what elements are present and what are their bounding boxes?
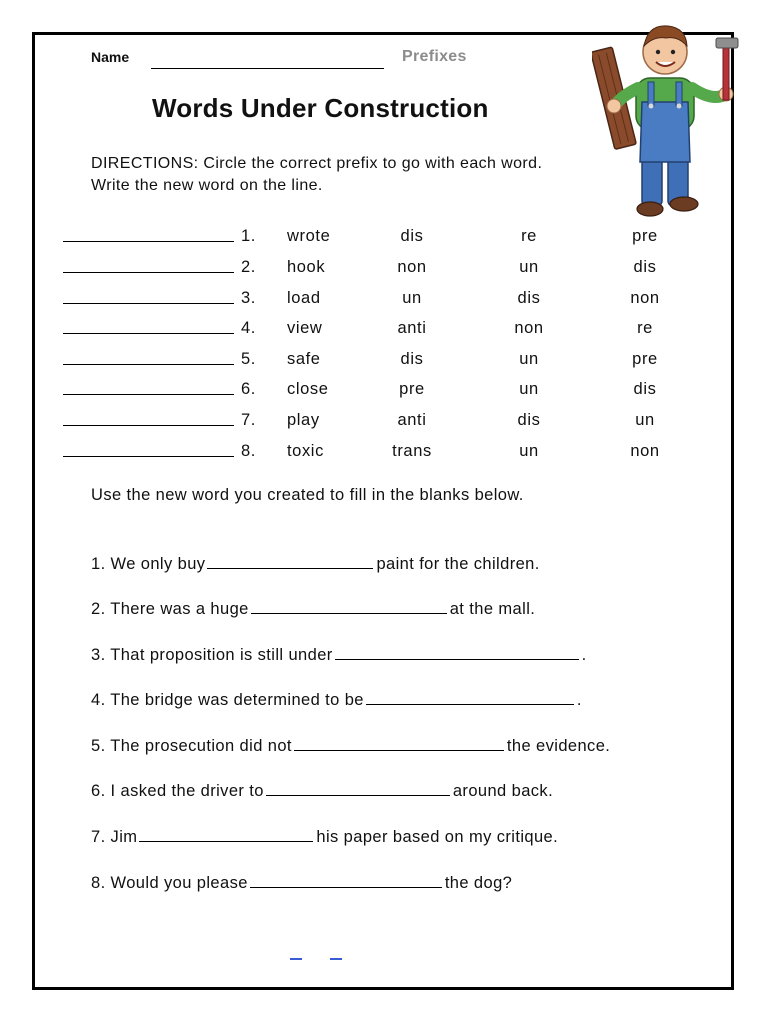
sentence-blank[interactable] <box>139 827 313 842</box>
sentence-item <box>91 645 587 665</box>
sentence-after: . <box>581 646 587 664</box>
base-word: wrote <box>287 227 331 245</box>
sentence-item <box>91 690 582 710</box>
row-number: 8. <box>241 442 256 460</box>
prefix-row <box>0 380 768 404</box>
prefix-option[interactable]: dis <box>633 380 657 398</box>
base-word: view <box>287 319 323 337</box>
row-number: 1. <box>241 227 256 245</box>
prefix-option[interactable]: re <box>637 319 653 337</box>
sentence-before: 1. We only buy <box>91 555 206 573</box>
sentence-before: 6. I asked the driver to <box>91 782 264 800</box>
prefix-option[interactable]: dis <box>400 350 424 368</box>
sentence-blank[interactable] <box>266 781 450 796</box>
sentence-before: 3. That proposition is still under <box>91 646 333 664</box>
prefix-option[interactable]: un <box>519 442 539 460</box>
sentence-blank[interactable] <box>366 690 574 705</box>
sentence-blank[interactable] <box>250 873 442 888</box>
footer-mark <box>290 958 342 961</box>
sentence-blank[interactable] <box>294 736 504 751</box>
prefix-row <box>0 350 768 374</box>
prefix-option[interactable]: non <box>397 258 427 276</box>
sentence-blank[interactable] <box>207 554 373 569</box>
prefix-option[interactable]: re <box>521 227 537 245</box>
prefix-row <box>0 411 768 435</box>
answer-line[interactable] <box>63 272 234 273</box>
prefix-option[interactable]: dis <box>633 258 657 276</box>
prefix-option[interactable]: dis <box>400 227 424 245</box>
sentence-after: at the mall. <box>449 600 536 618</box>
sentence-before: 4. The bridge was determined to be <box>91 691 364 709</box>
sentence-before: 7. Jim <box>91 828 138 846</box>
prefix-row <box>0 258 768 282</box>
row-number: 7. <box>241 411 256 429</box>
prefix-option[interactable]: non <box>514 319 544 337</box>
sentence-after: paint for the children. <box>376 555 540 573</box>
name-label: Name <box>91 49 130 65</box>
sentence-blank[interactable] <box>335 645 579 660</box>
name-line[interactable] <box>151 68 384 69</box>
prefix-option[interactable]: pre <box>632 227 658 245</box>
base-word: play <box>287 411 320 429</box>
answer-line[interactable] <box>63 333 234 334</box>
fill-in-instructions: Use the new word you created to fill in the blanks below. <box>91 486 524 504</box>
sentence-item <box>91 781 553 801</box>
sentence-after: his paper based on my critique. <box>316 828 559 846</box>
sentence-item <box>91 554 540 574</box>
base-word: hook <box>287 258 326 276</box>
answer-line[interactable] <box>63 241 234 242</box>
base-word: close <box>287 380 329 398</box>
prefix-option[interactable]: un <box>519 258 539 276</box>
sentence-after: the dog? <box>444 874 513 892</box>
sentence-item <box>91 827 558 847</box>
prefix-option[interactable]: non <box>630 442 660 460</box>
sentence-before: 5. The prosecution did not <box>91 737 292 755</box>
base-word: toxic <box>287 442 324 460</box>
prefix-option[interactable]: un <box>402 289 422 307</box>
prefix-row <box>0 319 768 343</box>
prefix-option[interactable]: anti <box>397 319 427 337</box>
answer-line[interactable] <box>63 364 234 365</box>
row-number: 2. <box>241 258 256 276</box>
directions <box>91 153 542 197</box>
sentence-item <box>91 736 610 756</box>
construction-worker-icon <box>592 16 742 226</box>
answer-line[interactable] <box>63 394 234 395</box>
prefix-option[interactable]: non <box>630 289 660 307</box>
prefix-option[interactable]: pre <box>399 380 425 398</box>
sentence-before: 8. Would you please <box>91 874 248 892</box>
topic-label: Prefixes <box>402 48 467 65</box>
prefix-option[interactable]: anti <box>397 411 427 429</box>
sentence-blank[interactable] <box>251 599 447 614</box>
sentence-before: 2. There was a huge <box>91 600 249 618</box>
page-title: Words Under Construction <box>152 93 489 123</box>
prefix-option[interactable]: dis <box>517 289 541 307</box>
directions-line-2: Write the new word on the line. <box>91 177 323 194</box>
prefix-option[interactable]: dis <box>517 411 541 429</box>
sentence-item <box>91 873 512 893</box>
prefix-option[interactable]: un <box>519 380 539 398</box>
prefix-row <box>0 289 768 313</box>
sentence-after: around back. <box>452 782 554 800</box>
row-number: 4. <box>241 319 256 337</box>
prefix-row <box>0 227 768 251</box>
row-number: 6. <box>241 380 256 398</box>
sentence-item <box>91 599 535 619</box>
sentence-after: the evidence. <box>506 737 611 755</box>
prefix-option[interactable]: pre <box>632 350 658 368</box>
directions-line-1: DIRECTIONS: Circle the correct prefix to go with each word. <box>91 155 543 172</box>
row-number: 3. <box>241 289 256 307</box>
answer-line[interactable] <box>63 303 234 304</box>
prefix-option[interactable]: un <box>519 350 539 368</box>
prefix-option[interactable]: un <box>635 411 655 429</box>
base-word: load <box>287 289 321 307</box>
base-word: safe <box>287 350 321 368</box>
answer-line[interactable] <box>63 456 234 457</box>
sentence-after: . <box>576 691 582 709</box>
answer-line[interactable] <box>63 425 234 426</box>
prefix-option[interactable]: trans <box>392 442 432 460</box>
row-number: 5. <box>241 350 256 368</box>
prefix-row <box>0 442 768 466</box>
